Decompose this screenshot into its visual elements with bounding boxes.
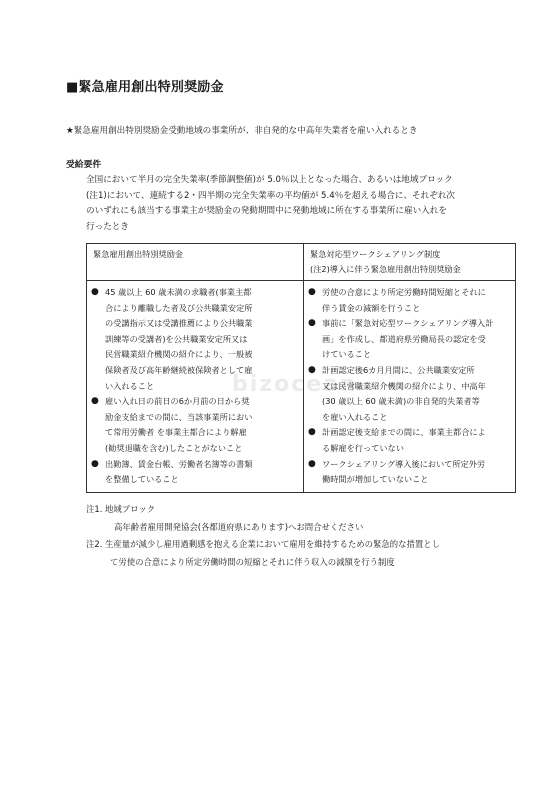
requirements-line: 全国において半月の完全失業率(季節調整値)が 5.0％以上となった場合、あるいは地域ブロック — [86, 175, 453, 185]
note-2-line: 注2. 生産量が減少し雇用過剰感を抱える企業において雇用を維持するための緊急的な措置とし — [86, 539, 441, 549]
table-header-left: 緊急雇用創出特別奨励金 — [87, 244, 304, 281]
bullet-icon: ● — [308, 458, 316, 469]
note-1-detail: 高年齢者雇用開発協会(各都道府県にあります)へお問合せください — [114, 521, 364, 532]
target-note: ★緊急雇用創出特別奨励金受動地域の事業所が、非自発的な中高年失業者を雇い入れるとき — [66, 126, 418, 136]
bullet-icon: ● — [308, 364, 316, 375]
table-header-row — [87, 244, 516, 281]
list-item: ● 計画認定後支給までの間に、事業主都合によ る解雇を行っていない — [308, 427, 486, 453]
requirements-table — [86, 243, 516, 493]
document-title: ■緊急雇用創出特別奨励金 — [66, 80, 224, 95]
note-2-line: て労使の合意により所定労働時間の短縮とそれに伴う収入の減額を行う制度 — [110, 556, 395, 567]
requirements-line: (注1)において、連続する2・四半期の完全失業率の平均値が 5.4％を超える場合に、それぞれ次 — [86, 190, 456, 201]
table-header-right: 緊急対応型ワークシェアリング制度 (注2)導入に伴う緊急雇用創出特別奨励金 — [304, 244, 516, 281]
requirements-line: のいずれにも該当する事業主が奨励金の発動期間中に発動地域に所在する事業所に雇い入れを — [86, 206, 447, 216]
list-item: ● 計画認定後6カ月月間に、公共職業安定所 又は民営職業紹介機関の紹介により、中高年 (30 歳以上 60 歳未満)の非自発的失業者等 を雇い入れること — [308, 364, 486, 422]
bullet-icon: ● — [91, 396, 99, 407]
list-item: ● 事前に「緊急対応型ワークシェアリング導入計 画」を作成し、都道府県労働局長の認定を受 けていること — [308, 318, 494, 360]
table-cell-left — [87, 281, 304, 493]
table-cell-right — [304, 281, 516, 493]
requirements-body — [86, 173, 516, 235]
bullet-icon: ● — [308, 427, 316, 438]
list-item: ● 労使の合意により所定労働時間短縮とそれに 伴う賃金の減額を行うこと — [308, 287, 486, 313]
watermark: bizocean — [232, 372, 358, 397]
table-body-row — [87, 281, 516, 493]
list-item: ● ワークシェアリング導入後において所定外労 働時間が増加していないこと — [308, 458, 486, 485]
list-item: ● 45 歳以上 60 歳未満の求職者(事業主都 合により離職した者及び公共職業安定所 の受講指示又は受講推薦により公共職業 訓練等の受講者)を公共職業安定所又は 民営職業紹介機関の紹介により、一般被 保険者及び高年齢継続被保険者として雇 い入れること — [91, 287, 253, 391]
requirements-heading: 受給要件 — [66, 160, 102, 170]
footnotes — [86, 501, 526, 571]
bullet-icon: ● — [91, 458, 99, 469]
note-1-label: 注1. 地域ブロック — [86, 504, 156, 514]
bullet-icon: ● — [91, 287, 99, 297]
requirements-line: 行ったとき — [86, 221, 129, 232]
bullet-icon: ● — [308, 287, 316, 297]
bullet-icon: ● — [308, 318, 316, 329]
list-item: ● 雇い入れ日の前日の6か月前の日から奨 励金支給までの間に、当該事業所におい て常用労働者 を事業主都合により解雇 (勧奨退職を含む)したことがないこと — [91, 396, 253, 453]
list-item: ● 出勤簿、賃金台帳、労働者名簿等の書類 を整備していること — [91, 458, 253, 485]
